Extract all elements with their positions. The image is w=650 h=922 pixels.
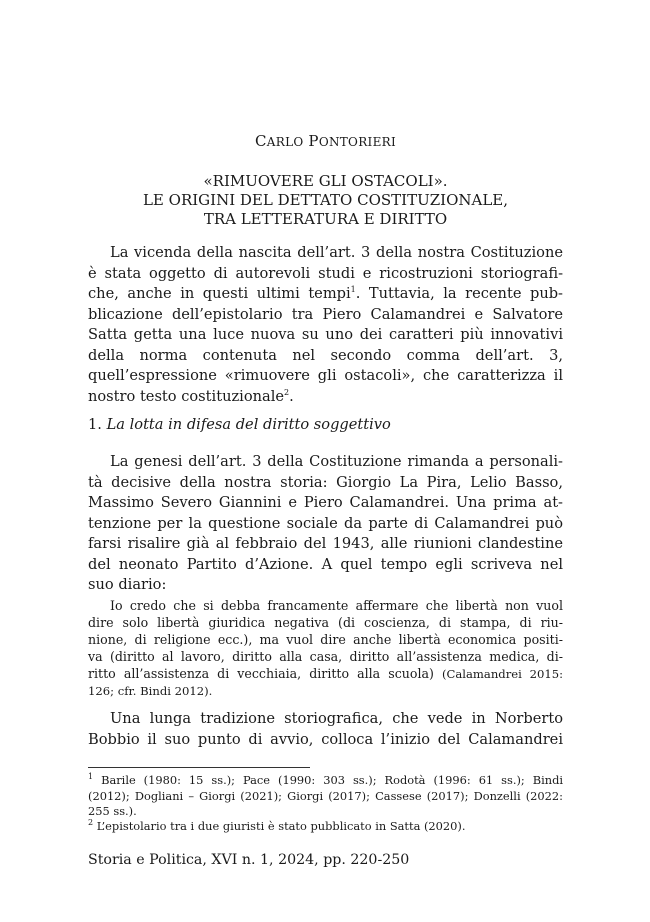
quote-citation: 126; cfr. Bindi 2012). [88, 684, 213, 698]
quote-line: va (diritto al lavoro, diritto alla casa, diritto all’assistenza medica, di- [88, 649, 563, 664]
text-line: tenzione per la questione sociale da parte di Calamandrei può [88, 514, 563, 532]
title-line: LE ORIGINI DEL DETTATO COSTITUZIONALE, [142, 191, 509, 209]
text-line: suo diario: [88, 576, 167, 593]
text-line: Bobbio il suo punto di avvio, colloca l’inizio del Calamandrei [88, 730, 563, 748]
text-line: farsi risalire già al febbraio del 1943, alle riunioni clandestine [88, 535, 563, 552]
quote-line: nione, di religione ecc.), ma vuol dire anche libertà economica positi- [88, 632, 563, 647]
footnote [88, 819, 563, 835]
footnote-ref[interactable]: 2 [284, 387, 290, 397]
journal-citation: Storia e Politica, XVI n. 1, 2024, pp. 220-250 [88, 852, 410, 868]
author-name: CARLO PONTORIERI [254, 132, 397, 150]
footnote-line: $^2$ L’epistolario tra i due giuristi è stato pubblicato in Satta (2020). [88, 818, 466, 833]
title-line: «RIMUOVERE GLI OSTACOLI». [203, 172, 448, 190]
text-line: che, anche in questi ultimi tempi$^1$. Tuttavia, la recente pub- [88, 285, 563, 302]
footnote-line: 255 ss.). [88, 804, 137, 818]
footnote-mark: 2 [88, 818, 94, 828]
footnote-ref[interactable]: 1 [350, 285, 356, 295]
text-line: Satta getta una luce nuova su uno dei caratteri più innovativi [88, 326, 563, 343]
title-line: TRA LETTERATURA E DIRITTO [203, 210, 448, 228]
footnote [88, 773, 563, 820]
text-line: tà decisive della nostra storia: Giorgio La Pira, Lelio Basso, [88, 473, 563, 491]
text-line: La vicenda della nascita dell’art. 3 della nostra Costituzione [110, 244, 563, 261]
text-line: nostro testo costituzionale$^2$. [88, 387, 294, 405]
paper-title [88, 172, 563, 229]
closing-paragraph [88, 709, 563, 750]
quote-line: ritto all’assistenza di vecchiaia, diritto alla scuola) (Calamandrei 2015: [88, 666, 563, 681]
intro-paragraph [88, 243, 563, 407]
text-line: quell’espressione «rimuovere gli ostacoli», che caratterizza il [88, 367, 563, 384]
footnote-line: $^1$ Barile (1980: 15 ss.); Pace (1990: 303 ss.); Rodotà (1996: 61 ss.); Bindi [88, 772, 564, 787]
footnote-line: (2012); Dogliani – Giorgi (2021); Giorgi (2017); Cassese (2017); Donzelli (2022: [88, 788, 563, 803]
text-line: Massimo Severo Giannini e Piero Calamandrei. Una prima at- [88, 494, 563, 511]
text-line: blicazione dell’epistolario tra Piero Calamandrei e Salvatore [88, 305, 563, 323]
footnote-mark: 1 [88, 772, 94, 782]
text-line: della norma contenuta nel secondo comma dell’art. 3, [88, 346, 563, 364]
section-number: 1. [88, 416, 102, 433]
block-quote [88, 597, 563, 700]
quote-line: Io credo che si debba francamente affermare che libertà non vuol [110, 598, 563, 613]
text-line: La genesi dell’art. 3 della Costituzione rimanda a personali- [110, 453, 563, 470]
section-paragraph [88, 452, 563, 596]
text-line: è stata oggetto di autorevoli studi e ricostruzioni storiografi- [88, 264, 563, 282]
section-heading [88, 416, 563, 433]
text-line: Una lunga tradizione storiografica, che vede in Norberto [110, 710, 563, 727]
section-title: La lotta in difesa del diritto soggettivo [106, 416, 391, 433]
text-line: del neonato Partito d’Azione. A quel tempo egli scriveva nel [88, 555, 563, 573]
quote-line: dire solo libertà giuridica negativa (di coscienza, di stampa, di riu- [88, 615, 563, 630]
footnote-divider [88, 767, 310, 768]
quote-citation: (Calamandrei 2015: [442, 667, 563, 681]
